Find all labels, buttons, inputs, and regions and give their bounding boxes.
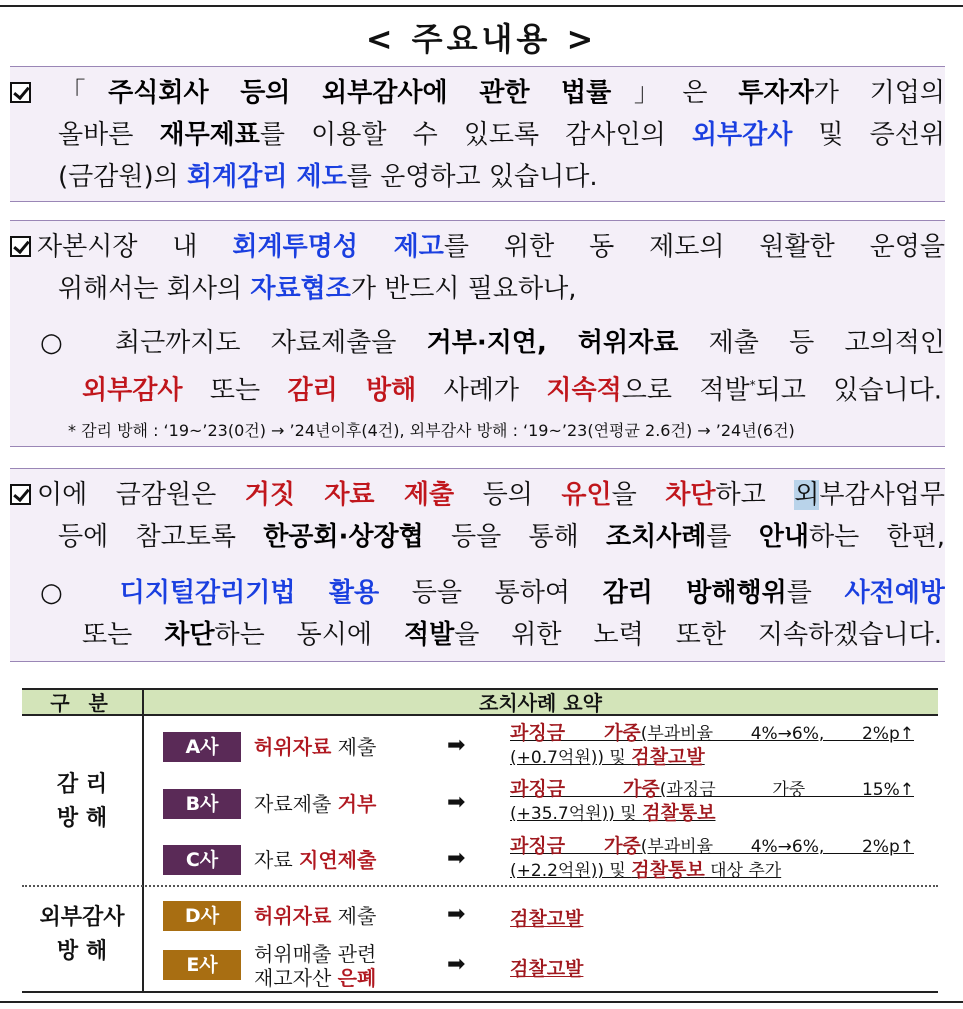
header-category: 구 분 [50,691,114,715]
box3-line-3: ○ 디지털감리기법 활용 등을 통하여 감리 방해행위를 사전예방 [40,578,945,608]
arrow-right-icon: ➡ [447,846,466,871]
summary-box-3 [10,468,945,662]
summary-box-2 [10,220,945,447]
row-d-action: 허위자료 제출 [254,904,377,928]
box1-line-1: 「주식회사 등의 외부감사에 관한 법률」은 투자자가 기업의 [10,73,945,113]
row-b-result-1: 과징금 가중(과징금 가중 15%↑ [510,778,914,800]
header-summary: 조치사례 요약 [479,691,602,715]
top-rule [0,5,963,7]
box2-line-1: 자본시장 내 회계투명성 제고를 위한 동 제도의 원활한 운영을 [10,227,945,267]
row-b-result-2: (+35.7억원)) 및 검찰통보 [510,802,716,824]
bottom-rule [0,1001,963,1003]
company-badge-c: C사 [163,845,241,875]
row-e-result: 검찰고발 [510,958,584,980]
summary-box-1 [10,66,945,202]
table-bottom-rule [22,991,938,993]
box3-line-1: 이에 금감원은 거짓 자료 제출 등의 유인을 차단하고 외부감사업무 [10,475,945,515]
checkbox-icon [10,484,31,505]
row-d-result: 검찰고발 [510,908,584,930]
row-e-action: 허위매출 관련 재고자산 은폐 [254,942,377,990]
footnote: * 감리 방해 : ‘19~’23(0건) → ’24년이후(4건), 외부감사 방해 : ‘19~’23(연평균 2.6건) → ’24년(6건) [68,421,795,440]
checkbox-icon [10,82,31,103]
measures-table [22,688,938,993]
arrow-right-icon: ➡ [447,902,466,927]
company-badge-a: A사 [163,732,241,762]
box3-line-4: 또는 차단하는 동시에 적발을 위한 노력 또한 지속하겠습니다. [82,620,942,650]
row-c-result-1: 과징금 가중(부과비율 4%→6%, 2%p↑ [510,835,914,857]
category-external-audit-obstruction: 외부감사 방 해 [39,905,125,964]
row-b-action: 자료제출 거부 [254,792,377,816]
box1-line-2: 올바른 재무제표를 이용할 수 있도록 감사인의 외부감사 및 증선위 [58,120,945,150]
company-badge-e: E사 [163,950,241,980]
table-header [22,688,938,716]
arrow-right-icon: ➡ [447,733,466,758]
group-divider [22,885,938,887]
box3-line-2: 등에 참고토록 한공회·상장협 등을 통해 조치사례를 안내하는 한편, [58,522,945,552]
category-audit-obstruction: 감 리 방 해 [56,772,108,831]
box2-line-3: ○ 최근까지도 자료제출을 거부·지연, 허위자료 제출 등 고의적인 [40,328,945,358]
company-badge-d: D사 [163,901,241,931]
row-a-action: 허위자료 제출 [254,735,377,759]
checkbox-icon [10,236,31,257]
arrow-right-icon: ➡ [447,790,466,815]
row-c-action: 자료 지연제출 [254,848,377,872]
box1-line-3: (금감원)의 회계감리 제도를 운영하고 있습니다. [58,162,598,192]
row-c-result-2: (+2.2억원)) 및 검찰통보 대상 추가 [510,859,782,881]
page-title: < 주요내용 > [365,20,598,58]
company-badge-b: B사 [163,789,241,819]
box2-line-2: 위해서는 회사의 자료협조가 반드시 필요하나, [58,274,577,304]
arrow-right-icon: ➡ [447,952,466,977]
row-a-result-2: (+0.7억원)) 및 검찰고발 [510,746,705,768]
column-divider [142,688,144,993]
box2-line-4: 외부감사 또는 감리 방해 사례가 지속적으로 적발*되고 있습니다. [82,375,942,406]
row-a-result-1: 과징금 가중(부과비율 4%→6%, 2%p↑ [510,722,914,744]
